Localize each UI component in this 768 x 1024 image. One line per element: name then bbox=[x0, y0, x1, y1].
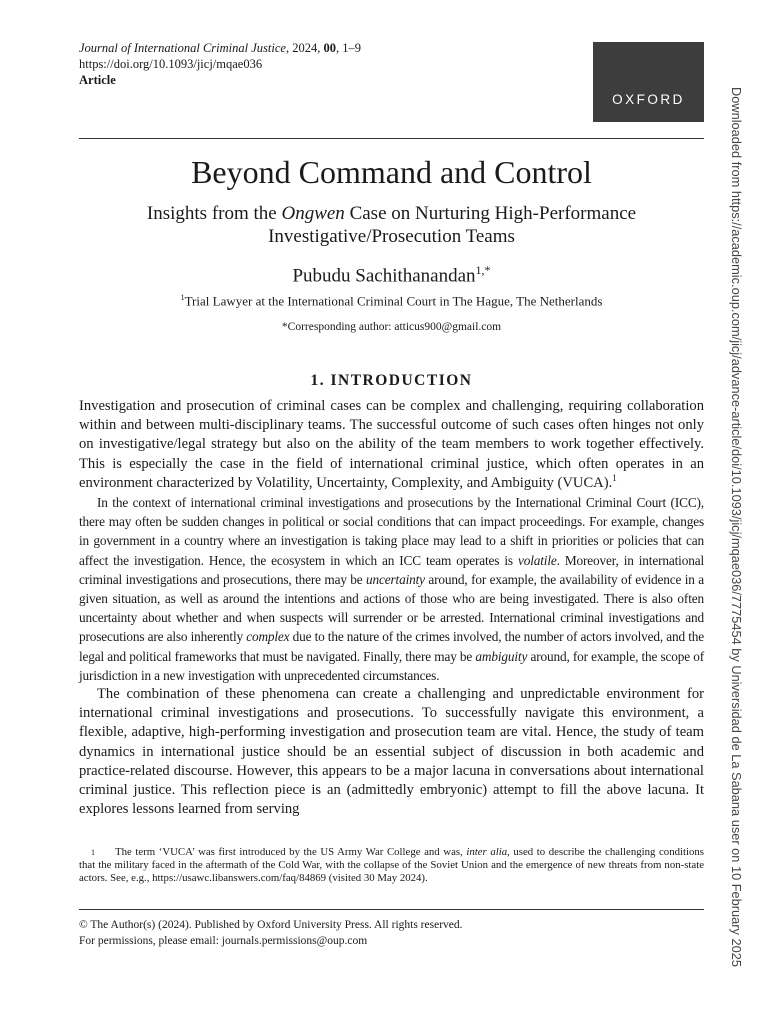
oxford-logo-text: OXFORD bbox=[612, 92, 685, 107]
paragraph-3: The combination of these phenomena can create a challenging and unpredictable environment for international criminal investigations and prosecutions. To successfully navigate this environment, a flexible, adaptive, high-performing investigation and prosecution team are vital. Hence, the study of team dynamics in international justice should be an essential subject of discussion in both academic and practice-related discourse. However, this appears to be a major lacuna in conversations about international criminal justice. This reflection piece is an (admittedly embryonic) attempt to fill the above lacuna. It explores lessons learned from serving bbox=[79, 686, 704, 818]
footnote-ref-1[interactable]: 1 bbox=[612, 472, 617, 483]
journal-pages: , 1–9 bbox=[335, 41, 361, 55]
paragraph-1-text: Investigation and prosecution of criminal cases can be complex and challenging, requiring collaboration within and between multi-disciplinary teams. The successful outcome of such cases often hinges not only on investigative/legal strategy but also on the ability of the team members to work together effectively. This is especially the case in the field of international criminal justice, which often operates in an environment characterized by Volatility, Uncertainty, Complexity, and Ambiguity (VUCA). bbox=[79, 398, 704, 491]
article-subtitle bbox=[79, 202, 704, 248]
copyright-line: © The Author(s) (2024). Published by Oxford University Press. All rights reserved. bbox=[79, 919, 463, 931]
article-body bbox=[79, 397, 704, 819]
journal-line bbox=[79, 40, 361, 56]
paragraph-1 bbox=[79, 397, 704, 493]
article-title: Beyond Command and Control bbox=[191, 154, 592, 190]
header-rule bbox=[79, 138, 704, 139]
subtitle-part-2: Case on Nurturing High-Performance Investigative/Prosecution Teams bbox=[268, 203, 637, 247]
footnote-1 bbox=[79, 846, 704, 885]
author-marks: 1,* bbox=[475, 263, 491, 277]
footnote-italic: inter alia bbox=[466, 846, 508, 858]
author-line bbox=[79, 258, 704, 288]
corresponding-author: *Corresponding author: atticus900@gmail.com bbox=[281, 321, 502, 333]
paragraph-2-text: In the context of international criminal investigations and prosecutions by the International Criminal Court (ICC), there may often be sudden changes in political or social conditions that can impact proceedings. For example, changes in government in a country where an investigation is taking place may lead to a shift in priorities or policies that can affect the investigation. Hence, the ecosystem in which an ICC team operates is bbox=[79, 495, 704, 568]
emphasis-uncertainty: uncertainty bbox=[366, 571, 425, 587]
subtitle-part-1: Insights from the bbox=[146, 203, 282, 224]
journal-citation bbox=[79, 40, 361, 88]
affiliation bbox=[79, 293, 704, 309]
journal-year: , 2024, bbox=[285, 41, 324, 55]
download-notice-text: Downloaded from https://academic.oup.com/jicj/advance-article/doi/10.1093/jicj/mqae036/7775454 by Universidad de La Sabana user on 10 February 2025 bbox=[729, 87, 744, 967]
footnote-number: 1 bbox=[91, 848, 95, 857]
journal-volume: 00 bbox=[323, 41, 336, 55]
paragraph-2-text: . Moreover, in international criminal investigations and prosecutions, there may be bbox=[79, 552, 705, 587]
article-type: Article bbox=[79, 73, 116, 87]
affiliation-text: Trial Lawyer at the International Criminal Court in The Hague, The Netherlands bbox=[184, 293, 603, 309]
journal-name: Journal of International Criminal Justice bbox=[79, 41, 286, 55]
subtitle-case-name: Ongwen bbox=[281, 203, 345, 224]
paragraph-2-text: around, for example, the availability of evidence in a given situation, as well as around the intentions and actions of those who are being investigated. There is also often uncertainty about whether and when suspects will surrender or be arrested. International criminal investigations and prosecutions are also inherently bbox=[79, 571, 704, 645]
emphasis-ambiguity: ambiguity bbox=[475, 648, 528, 664]
footnote-text: , used to describe the challenging conditions that the military faced in the aftermath of the Cold War, with the collapse of the Soviet Union and the emergence of new threats from non-state actors. See, e.g., https://usawc.libanswers.com/faq/84869 (visited 30 May 2024). bbox=[79, 846, 704, 884]
download-notice bbox=[726, 87, 744, 967]
doi-link[interactable]: https://doi.org/10.1093/jicj/mqae036 bbox=[79, 57, 263, 71]
emphasis-complex: complex bbox=[246, 629, 290, 645]
emphasis-volatile: volatile bbox=[517, 552, 557, 568]
section-heading: 1. INTRODUCTION bbox=[310, 372, 473, 389]
author-name: Pubudu Sachithanandan bbox=[292, 265, 476, 287]
paragraph-2-text: around, for example, the scope of jurisdiction in a new investigation with unprecedented circumstances. bbox=[79, 648, 704, 683]
footer-rule bbox=[79, 909, 704, 910]
footnote-text: The term ‘VUCA’ was first introduced by the US Army War College and was, bbox=[115, 846, 467, 858]
permissions-line: For permissions, please email: journals.permissions@oup.com bbox=[79, 935, 368, 947]
paragraph-2 bbox=[79, 493, 704, 685]
copyright-block bbox=[79, 917, 463, 949]
affiliation-mark: 1 bbox=[180, 293, 185, 302]
paragraph-2-text: due to the nature of the crimes involved, the number of actors involved, and the legal and political frameworks that must be navigated. Finally, there may be bbox=[79, 629, 704, 664]
oxford-logo bbox=[593, 42, 704, 122]
